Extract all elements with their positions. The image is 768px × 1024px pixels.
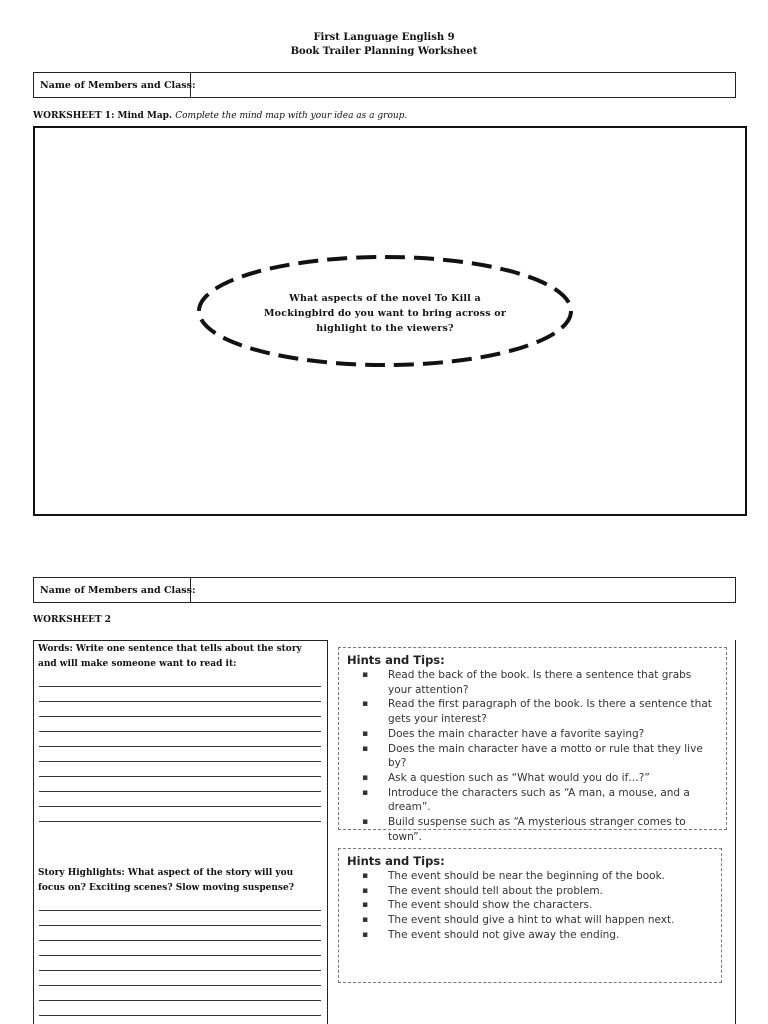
hint-item: ▪ The event should give a hint to what will happen next. (362, 913, 713, 928)
name-row-2 (33, 577, 736, 603)
page-header (0, 31, 768, 59)
highlights-answer-lines[interactable] (34, 896, 327, 1024)
answer-line[interactable] (39, 672, 321, 687)
name-field[interactable] (191, 578, 735, 602)
hint-item: ▪ Ask a question such as “What would you do if…?” (362, 771, 718, 786)
answer-line[interactable] (39, 926, 321, 941)
worksheet-title: Book Trailer Planning Worksheet (290, 46, 478, 57)
hint-item: ▪ Does the main character have a motto or rule that they live by? (362, 742, 718, 771)
answer-line[interactable] (39, 911, 321, 926)
hints-title: Hints and Tips: (347, 653, 445, 667)
worksheet1-heading (33, 111, 407, 121)
worksheet1-title: WORKSHEET 1: Mind Map. (33, 111, 173, 121)
answer-line[interactable] (39, 807, 321, 822)
worksheet2-left-column (33, 640, 328, 1024)
hints-title: Hints and Tips: (347, 854, 445, 868)
words-answer-lines[interactable] (34, 672, 327, 822)
name-field[interactable] (191, 73, 735, 97)
right-border (735, 640, 736, 1024)
answer-line[interactable] (39, 702, 321, 717)
hints-box-1 (338, 647, 727, 843)
mind-map-center-question: What aspects of the novel To Kill a Mockingbird do you want to bring across or highlight to the viewers? (263, 293, 507, 334)
answer-line[interactable] (39, 732, 321, 747)
worksheet2-title: WORKSHEET 2 (33, 615, 112, 625)
answer-line[interactable] (39, 896, 321, 911)
answer-line[interactable] (39, 941, 321, 956)
answer-line[interactable] (39, 1001, 321, 1016)
answer-line[interactable] (39, 747, 321, 762)
hint-item: ▪ Read the first paragraph of the book. Is there a sentence that gets your interest? (362, 697, 718, 726)
worksheet1-instruction: Complete the mind map with your idea as a group. (175, 111, 408, 121)
name-row-1 (33, 72, 736, 98)
hint-item: ▪ Build suspense such as “A mysterious stranger comes to town”. (362, 815, 718, 844)
hint-item: ▪ Does the main character have a favorite saying? (362, 727, 718, 742)
name-label: Name of Members and Class: (34, 73, 191, 97)
words-prompt: Words: Write one sentence that tells about the story and will make someone want to read it: (38, 644, 302, 669)
hint-item: ▪ The event should not give away the ending. (362, 928, 713, 943)
hint-item: ▪ The event should tell about the problem. (362, 884, 713, 899)
answer-line[interactable] (39, 1016, 321, 1024)
hint-item: ▪ The event should be near the beginning of the book. (362, 869, 713, 884)
answer-line[interactable] (39, 762, 321, 777)
answer-line[interactable] (39, 777, 321, 792)
hints-list-1 (339, 667, 726, 844)
hints-box-2 (338, 848, 722, 983)
answer-line[interactable] (39, 986, 321, 1001)
mind-map-box[interactable] (33, 126, 747, 516)
highlights-prompt: Story Highlights: What aspect of the story will you focus on? Exciting scenes? Slow moving suspense? (38, 868, 294, 893)
hints-list-2 (339, 868, 721, 943)
hint-item: ▪ Introduce the characters such as “A man, a mouse, and a dream”. (362, 786, 718, 815)
answer-line[interactable] (39, 687, 321, 702)
answer-line[interactable] (39, 717, 321, 732)
answer-line[interactable] (39, 956, 321, 971)
hint-item: ▪ The event should show the characters. (362, 898, 713, 913)
name-label: Name of Members and Class: (34, 578, 191, 602)
answer-line[interactable] (39, 792, 321, 807)
answer-line[interactable] (39, 971, 321, 986)
course-title: First Language English 9 (313, 32, 455, 43)
hint-item: ▪ Read the back of the book. Is there a sentence that grabs your attention? (362, 668, 718, 697)
